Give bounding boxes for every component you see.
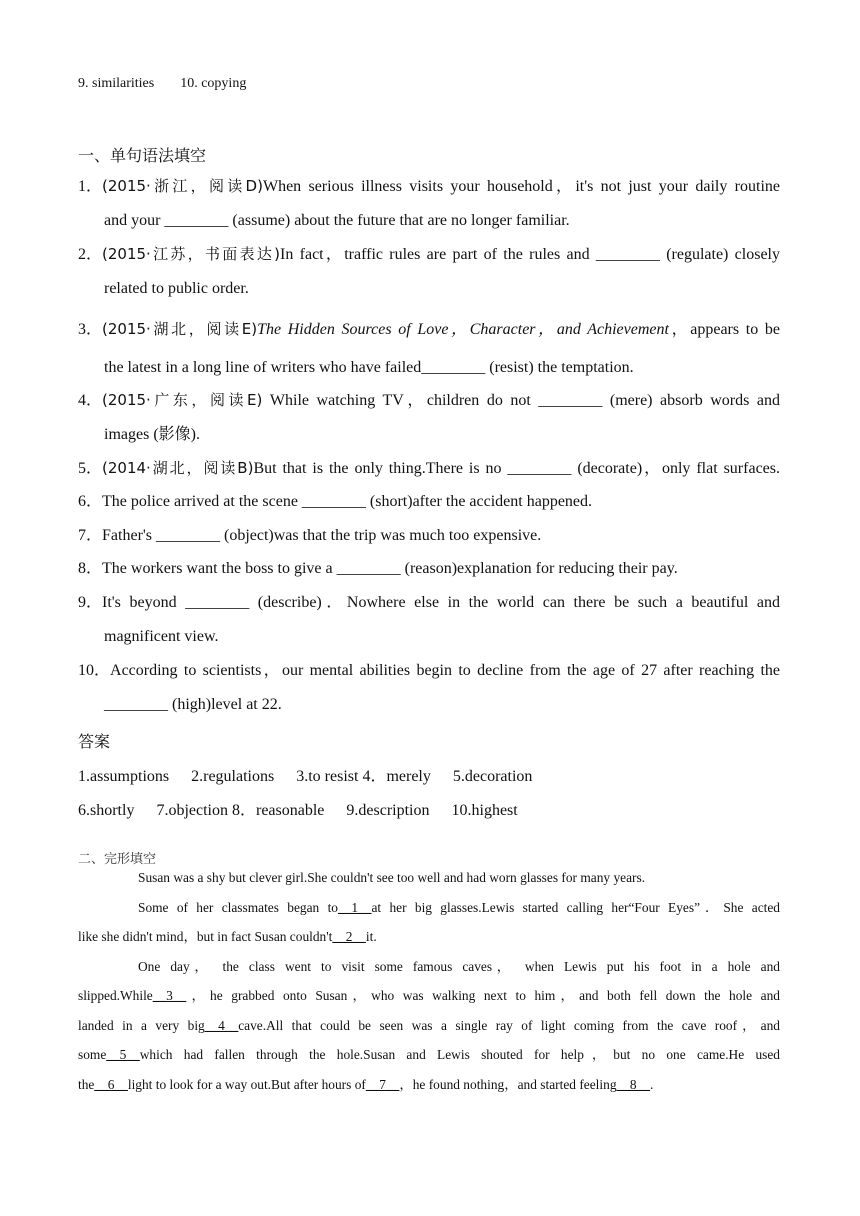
- cloze-line: [78, 1070, 780, 1100]
- blank-8: __8__: [616, 1076, 651, 1092]
- answer-item: 6.shortly: [78, 802, 135, 819]
- blank-3: __3__: [152, 988, 187, 1003]
- blank-7: __7__: [365, 1076, 400, 1092]
- question-text: When serious illness visits your household，it's not just your daily routine: [262, 178, 780, 195]
- cloze-text: landed in a very big: [78, 1017, 205, 1033]
- cloze-text: some: [78, 1047, 107, 1062]
- answer-9: 9. similarities: [78, 76, 155, 91]
- question-source: (2015·江苏，书面表达): [102, 245, 281, 263]
- question-number: 8．: [78, 560, 103, 577]
- question-4: [78, 383, 780, 452]
- answer-10: 10. copying: [180, 76, 247, 91]
- question-text-cont: images (影像).: [104, 426, 200, 443]
- question-text: In fact，traffic rules are part of the rules and ________ (regulate) closely: [280, 246, 780, 263]
- cloze-text: Some of her classmates began to: [138, 899, 338, 915]
- cloze-line: [78, 981, 780, 1011]
- question-5: [78, 451, 780, 486]
- cloze-text: One day， the class went to visit some famous caves， when Lewis put his foot in a hole and: [138, 958, 780, 974]
- book-title: The Hidden Sources of Love，Character，and Achievement: [257, 321, 669, 338]
- question-text: According to scientists，our mental abilities begin to decline from the age of 27 after reaching the: [110, 662, 780, 679]
- question-text: ，appears to be: [668, 321, 780, 338]
- question-number: 10．: [78, 662, 111, 679]
- cloze-text: .: [650, 1076, 654, 1092]
- question-text-cont: the latest in a long line of writers who have failed________ (resist) the temptation.: [104, 359, 634, 376]
- cloze-text: ，he grabbed onto Susan，who was walking next to him，and both fell down the hole and: [186, 988, 780, 1003]
- blank-6: __6__: [94, 1076, 128, 1092]
- answers-row-1: [78, 763, 554, 786]
- cloze-text: like she didn't mind，but in fact Susan couldn't: [78, 929, 333, 944]
- blank-4: __4__: [204, 1017, 239, 1033]
- answer-item: 2.regulations: [191, 768, 275, 785]
- question-number: 9．: [78, 594, 103, 611]
- answers-title: 答案: [78, 732, 111, 751]
- answers-row-2: [78, 797, 540, 820]
- question-source: (2015·湖北，阅读E): [102, 320, 258, 338]
- question-source: (2015·广东，阅读E): [102, 391, 263, 409]
- question-1: [78, 169, 780, 238]
- question-2: [78, 237, 780, 306]
- question-9: [78, 586, 780, 654]
- question-source: (2014·湖北，阅读B): [102, 459, 254, 477]
- cloze-text: cave.All that could be seen was a single ray of light coming from the cave roof，and: [238, 1017, 780, 1033]
- answer-item: 10.highest: [451, 802, 518, 819]
- blank-1: __1__: [338, 899, 372, 915]
- cloze-line: [78, 1011, 780, 1041]
- previous-answers: [78, 76, 246, 92]
- blank-5: __5__: [106, 1047, 140, 1062]
- cloze-text: at her big glasses.Lewis started calling her“Four Eyes”．She acted: [371, 899, 780, 915]
- cloze-passage: [78, 863, 780, 1099]
- cloze-text: light to look for a way out.But after hours of: [127, 1076, 366, 1092]
- question-text: The workers want the boss to give a ________ (reason)explanation for reducing their pay.: [102, 560, 678, 577]
- answer-item: 9.description: [346, 802, 430, 819]
- question-number: 6．: [78, 493, 103, 510]
- cloze-text: which had fallen through the hole.Susan and Lewis shouted for help，but no one came.He used: [139, 1047, 780, 1062]
- question-number: 7．: [78, 527, 103, 544]
- question-number: 2．: [78, 246, 103, 263]
- cloze-text: ，he found nothing，and started feeling: [399, 1076, 617, 1092]
- cloze-paragraph-1: Susan was a shy but clever girl.She couldn't see too well and had worn glasses for many years.: [138, 870, 646, 885]
- section2-title: 二、完形填空: [78, 852, 157, 867]
- cloze-line: [78, 1040, 780, 1070]
- question-3: [78, 310, 780, 387]
- blank-2: __2__: [332, 929, 366, 944]
- question-text-cont: related to public order.: [104, 280, 249, 297]
- answer-item: 3.to resist 4．merely: [296, 768, 431, 785]
- question-text: The police arrived at the scene ________ (short)after the accident happened.: [102, 493, 593, 510]
- cloze-line: [78, 922, 780, 952]
- question-text: Father's ________ (object)was that the trip was much too expensive.: [102, 527, 542, 544]
- question-8: [78, 552, 780, 586]
- question-text: But that is the only thing.There is no ________ (decorate)，only flat surfaces.: [253, 460, 780, 477]
- question-number: 5．: [78, 460, 103, 477]
- question-number: 4．: [78, 392, 103, 409]
- question-6: [78, 485, 780, 519]
- cloze-text: it.: [365, 929, 377, 944]
- question-text: While watching TV，children do not ________ (mere) absorb words and: [262, 392, 780, 409]
- cloze-text: the: [78, 1076, 95, 1092]
- answer-item: 1.assumptions: [78, 768, 170, 785]
- answer-item: 7.objection 8．reasonable: [156, 802, 325, 819]
- question-source: (2015·浙江，阅读D): [102, 177, 263, 195]
- question-text-cont: magnificent view.: [104, 628, 219, 645]
- cloze-text: slipped.While: [78, 988, 153, 1003]
- question-number: 3．: [78, 321, 103, 338]
- question-number: 1．: [78, 178, 103, 195]
- question-text: It's beyond ________ (describe)．Nowhere else in the world can there be such a beautiful and: [102, 594, 780, 611]
- answer-item: 5.decoration: [452, 768, 533, 785]
- cloze-line: [104, 952, 780, 982]
- section1-title: 一、单句语法填空: [78, 146, 207, 165]
- question-text-cont: ________ (high)level at 22.: [104, 696, 282, 713]
- question-text-cont: and your ________ (assume) about the future that are no longer familiar.: [104, 212, 570, 229]
- question-7: [78, 519, 780, 553]
- cloze-line: [104, 893, 780, 923]
- question-10: [78, 654, 780, 722]
